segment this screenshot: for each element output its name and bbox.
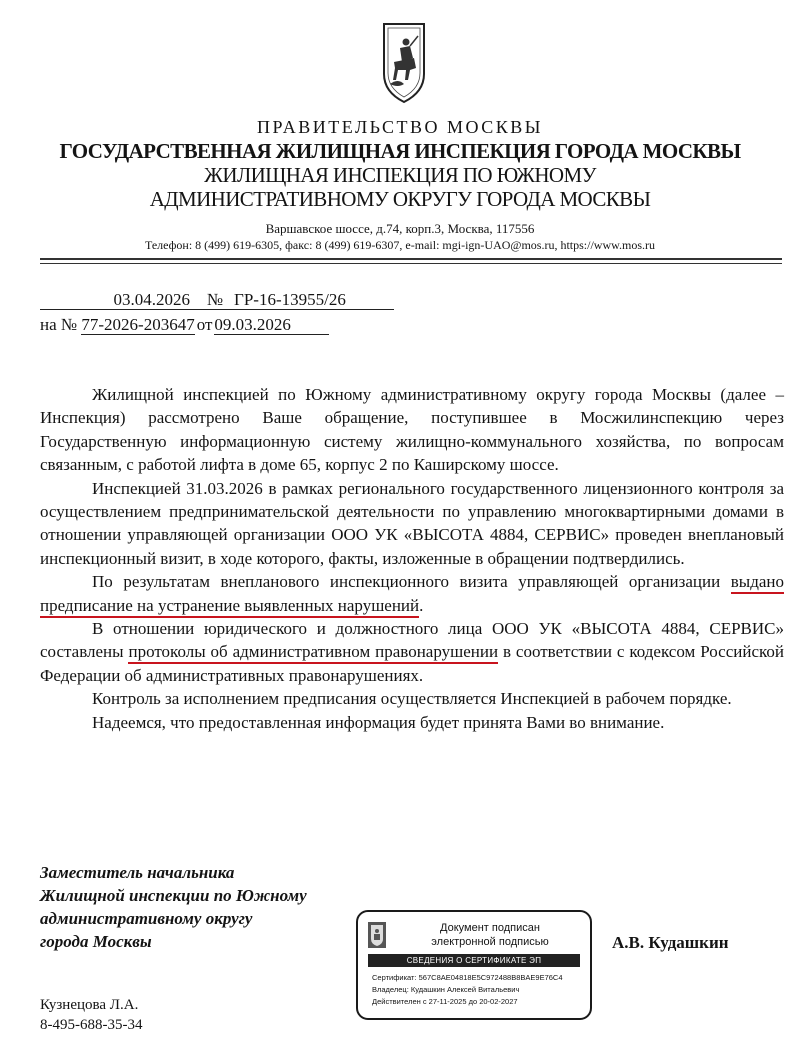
number-label: № bbox=[200, 290, 230, 310]
moscow-coat-of-arms-icon bbox=[368, 922, 386, 948]
certificate-owner: Владелец: Кудашкин Алексей Витальевич bbox=[372, 985, 520, 994]
paragraph-3: По результатам внепланового инспекционного визита управляющей организации выдано предписание на устранение выявленных нарушений. bbox=[40, 570, 784, 617]
reply-label: на № bbox=[40, 315, 78, 334]
header-rule bbox=[40, 258, 782, 260]
inspection-name: ГОСУДАРСТВЕННАЯ ЖИЛИЩНАЯ ИНСПЕКЦИЯ ГОРОДА МОСКВЫ bbox=[59, 139, 741, 163]
executor-name: Кузнецова Л.А. bbox=[40, 997, 139, 1013]
stamp-title-line2: электронной подписью bbox=[431, 936, 549, 948]
paragraph-4: В отношении юридического и должностного лица ООО УК «ВЫСОТА 4884, СЕРВИС» составлены протоколы об административном правонарушении в соответствии с кодексом Российской Федерации об административных правонарушениях. bbox=[40, 619, 784, 685]
electronic-signature-stamp bbox=[356, 910, 592, 1020]
reply-date: 09.03.2026 bbox=[214, 315, 329, 335]
department-name-line1: ЖИЛИЩНАЯ ИНСПЕКЦИЯ ПО ЮЖНОМУ bbox=[204, 163, 596, 187]
reply-number: 77-2026-203647 bbox=[81, 315, 195, 334]
signer-name: А.В. Кудашкин bbox=[612, 933, 729, 952]
government-name: ПРАВИТЕЛЬСТВО МОСКВЫ bbox=[256, 117, 543, 137]
contacts: Телефон: 8 (499) 619-6305, факс: 8 (499) 619-6307, e-mail: mgi-ign-UAO@mos.ru, https://www.mos.ru bbox=[144, 238, 656, 252]
highlighted-protocols: протоколы об административном правонарушении bbox=[128, 642, 498, 664]
certificate-header: СВЕДЕНИЯ О СЕРТИФИКАТЕ ЭП bbox=[368, 954, 580, 967]
paragraph-5: Контроль за исполнением предписания осуществляется Инспекцией в рабочем порядке. bbox=[92, 689, 732, 709]
signer-title-line4: города Москвы bbox=[40, 932, 152, 951]
signer-title-line1: Заместитель начальника bbox=[40, 863, 235, 882]
certificate-validity: Действителен с 27-11-2025 до 20-02-2027 bbox=[372, 997, 518, 1006]
address: Варшавское шоссе, д.74, корп.3, Москва, 117556 bbox=[265, 221, 535, 236]
stamp-title-line1: Документ подписан bbox=[440, 922, 540, 934]
paragraph-1: Жилищной инспекцией по Южному административному округу города Москвы (далее – Инспекция) рассмотрено Ваше обращение, поступившее в Мосжилинспекцию через Государственную информационную систему жилищно-коммунального хозяйства, по вопросам связанным, с работой лифта в доме 65, корпус 2 по Каширскому шоссе. bbox=[40, 385, 784, 475]
letter-date: 03.04.2026 bbox=[40, 290, 200, 310]
paragraph-2: Инспекцией 31.03.2026 в рамках регионального государственного лицензионного контроля за осуществлением предпринимательской деятельности по управлению многоквартирными домами в отношении управляющей организации ООО УК «ВЫСОТА 4884, СЕРВИС» проведен внеплановый инспекционный визит, в ходе которого, факты, изложенные в обращении подтвердились. bbox=[40, 478, 784, 568]
paragraph-6: Надеемся, что предоставленная информация будет принята Вами во внимание. bbox=[92, 712, 665, 732]
department-name-line2: АДМИНИСТРАТИВНОМУ ОКРУГУ ГОРОДА МОСКВЫ bbox=[149, 187, 651, 211]
letter-body bbox=[40, 383, 784, 734]
moscow-coat-of-arms-icon bbox=[380, 18, 428, 106]
outgoing-reference bbox=[40, 290, 394, 310]
signer-title-line2: Жилищной инспекции по Южному bbox=[40, 886, 307, 905]
highlighted-order: выдано предписание на устранение выявленных нарушений bbox=[40, 572, 784, 617]
signer-title-line3: административному округу bbox=[40, 909, 253, 928]
certificate-number: Сертификат: 567C8AE04818E5C972488B8BAE9E76C4 bbox=[372, 973, 563, 982]
from-label: от bbox=[196, 315, 213, 334]
incoming-reference bbox=[40, 315, 329, 335]
header-rule-thin bbox=[40, 263, 782, 264]
executor-phone: 8-495-688-35-34 bbox=[40, 1017, 143, 1033]
letter-number: ГР-16-13955/26 bbox=[230, 290, 394, 310]
